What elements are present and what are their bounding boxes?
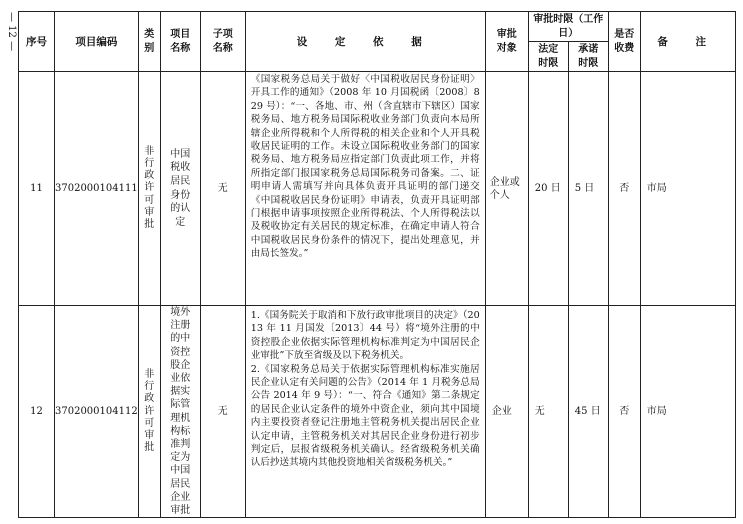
page-number: — 12 — — [6, 12, 17, 52]
header-remarks: 备 注 — [640, 12, 735, 72]
row-promised-limit: 45 日 — [568, 306, 608, 518]
header-seq: 序号 — [19, 12, 55, 72]
row-sub-item-detail: 境外注册的中资控股企业依据实际管理机构标准判定为中国居民企业审批 — [160, 306, 200, 518]
row-code: 3702000104112 — [55, 306, 139, 518]
header-legal-limit: 法定时限 — [528, 42, 568, 72]
row-legal-limit: 20 日 — [528, 72, 568, 306]
header-row-1 — [19, 12, 736, 42]
header-basis: 设 定 依 据 — [245, 12, 485, 72]
row-seq: 12 — [19, 306, 55, 518]
row-basis — [245, 72, 485, 306]
row-category: 非行政许可审批 — [138, 72, 160, 306]
header-item-name: 项目名称 — [160, 12, 200, 72]
header-fee: 是否收费 — [608, 12, 640, 72]
row-fee: 否 — [608, 72, 640, 306]
row-promised-limit: 5 日 — [568, 72, 608, 306]
row-sub-item: 无 — [200, 72, 245, 306]
table-row — [19, 72, 736, 306]
row-item-name: 中国税收居民身份的认定 — [160, 72, 200, 306]
table-row — [19, 306, 736, 518]
row-target: 企业 — [485, 306, 528, 518]
row-fee: 否 — [608, 306, 640, 518]
row-code: 3702000104111 — [55, 72, 139, 306]
basis-paragraph: 《国家税务总局关于做好〈中国税收居民身份证明〉开具工作的通知》（2008 年 10 月国税函〔2008〕829 号）：“一、各地、市、州（含直辖市下辖区）国家税务局、地方税务局国际税收业务部门负责向本局所辖企业所得税和个人所得税的相关企业和个人开具税收居民证明的工作。未设立国际税收业务部门的国家税务局、地方税务局应指定部门负责此项工作，并将所指定部门报国家税务总局国际税务司备案。二、证明申请人需填写并向具体负责开具证明的部门递交《中国税收居民身份证明》申请表，负责开具证明部门根据申请事项按照企业所得税法、个人所得税法以及税收协定有关居民的规定标准，在确定申请人符合中国税收居民身份条件的情况下，提出处理意见，并由局长签发。” — [250, 74, 480, 260]
row-target: 企业或个人 — [485, 72, 528, 306]
row-remarks: 市局 — [640, 306, 735, 518]
basis-paragraph: 1.《国务院关于取消和下放行政审批项目的决定》（2013 年 11 月国发〔2013〕44 号）将“境外注册的中资控股企业依据实际管理机构标准判定为中国居民企业审批”下放至省级及以下税务机关。 — [250, 310, 480, 362]
header-category: 类别 — [138, 12, 160, 72]
row-category: 非行政许可审批 — [138, 306, 160, 518]
header-target: 审批对象 — [485, 12, 528, 72]
row-basis — [245, 306, 485, 518]
row-seq: 11 — [19, 72, 55, 306]
header-code: 项目编码 — [55, 12, 139, 72]
header-promised-limit: 承诺时限 — [568, 42, 608, 72]
header-sub-item: 子项名称 — [200, 12, 245, 72]
row-legal-limit: 无 — [528, 306, 568, 518]
approval-items-table — [18, 11, 736, 518]
row-remarks: 市局 — [640, 72, 735, 306]
header-time-limit-group: 审批时限（工作日） — [528, 12, 608, 42]
row-sub-item: 无 — [200, 306, 245, 518]
basis-paragraph: 2.《国家税务总局关于依据实际管理机构标准实施居民企业认定有关问题的公告》（2014 年 1 月税务总局公告 2014 年 9 号）：“一、符合《通知》第二条规定的居民企业认定条件的境外中资企业，须向其中国境内主要投资者登记注册地主管税务机关提出居民企业认定申请，主管税务机关对其居民企业身份进行初步判定后，层报省级税务机关确认。经省级税务机关确认后抄送其境内其他投资地相关省级税务机关。” — [250, 363, 480, 469]
